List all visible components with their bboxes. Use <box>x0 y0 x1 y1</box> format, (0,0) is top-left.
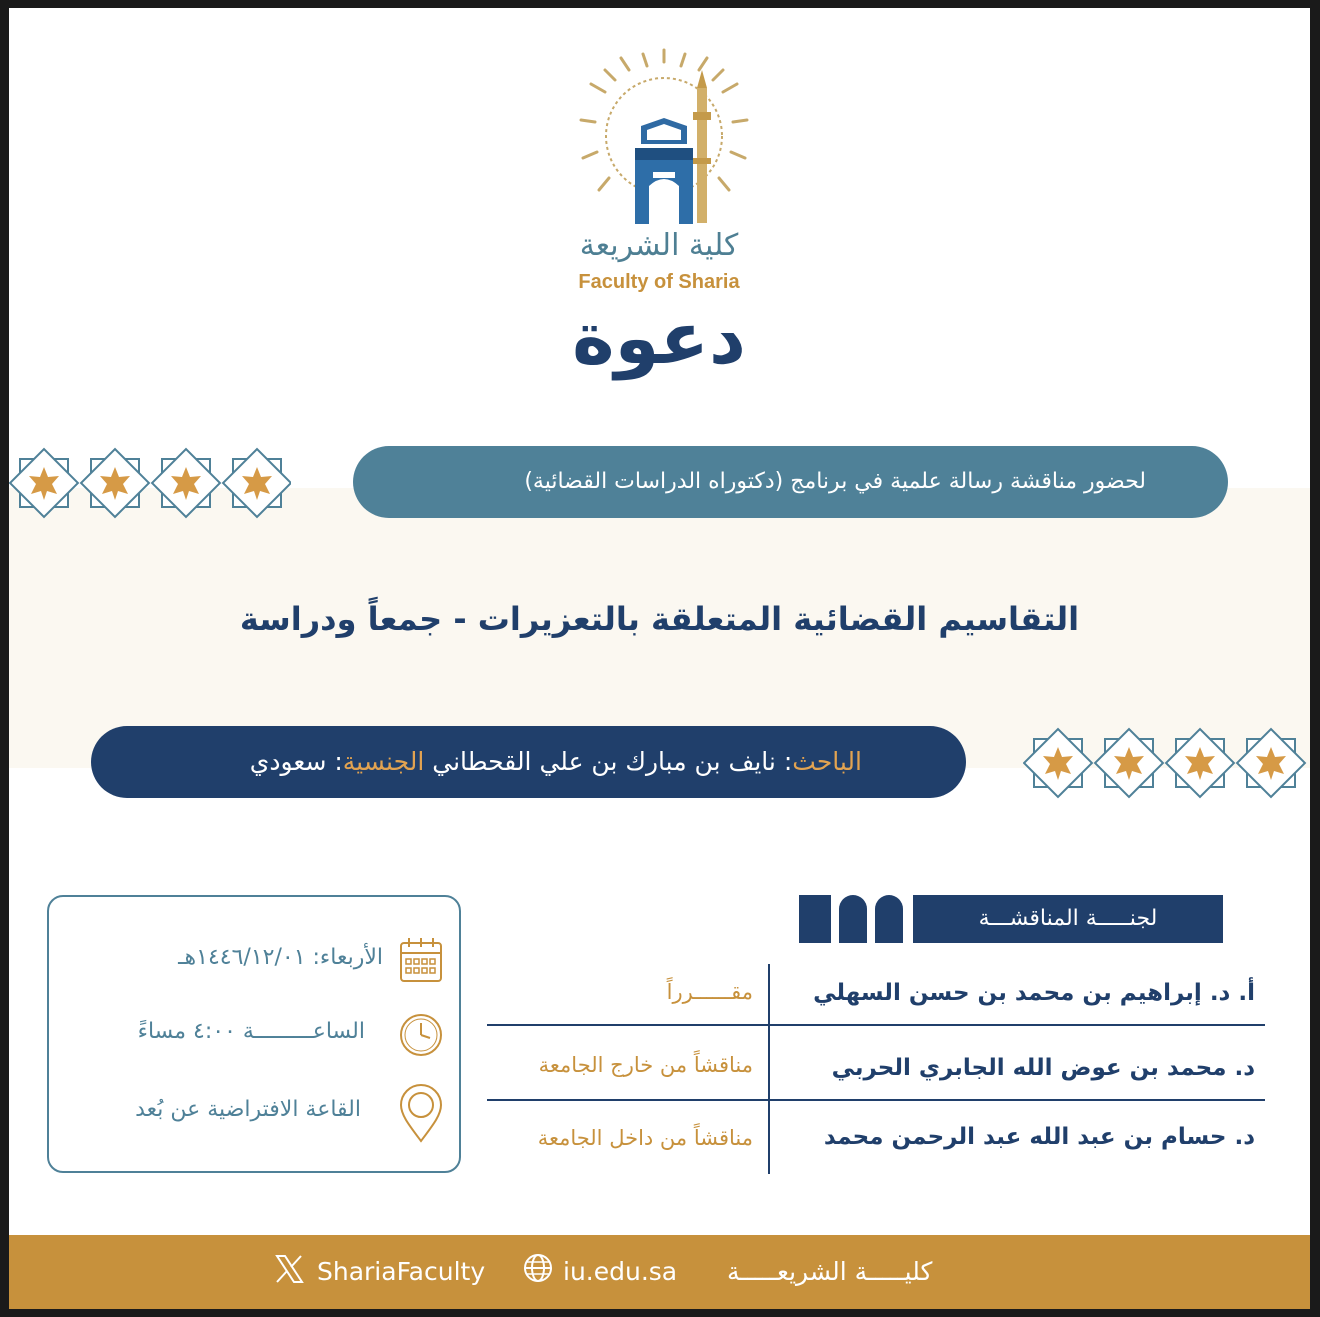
committee-heading <box>799 895 1223 943</box>
invitation-card <box>9 8 1310 1309</box>
member-role: مقــــــرراً <box>666 980 753 1004</box>
nationality-value: سعودي <box>249 747 327 776</box>
date-row <box>49 931 459 991</box>
member-name: د. محمد بن عوض الله الجابري الحربي <box>831 1055 1255 1081</box>
researcher-name: نايف بن مبارك بن علي القحطاني <box>432 747 776 776</box>
octagram-star <box>1023 726 1310 800</box>
faculty-name-english: Faculty of Sharia <box>578 271 740 293</box>
university-logo <box>569 48 759 238</box>
invitation-heading: دعوة <box>572 296 746 380</box>
member-role: مناقشاً من خارج الجامعة <box>538 1053 753 1077</box>
heading-bar <box>875 895 903 943</box>
heading-bars-decoration <box>799 895 903 943</box>
researcher-colon: : <box>775 747 793 776</box>
row-divider <box>487 1099 1265 1101</box>
committee-members-table <box>487 964 1265 1174</box>
researcher-banner <box>91 726 966 798</box>
event-location: القاعة الافتراضية عن بُعد <box>135 1097 361 1122</box>
committee-heading-label: لجنـــــة المناقشـــة <box>913 895 1223 943</box>
footer-bar <box>9 1235 1310 1309</box>
x-logo-icon <box>273 1253 305 1285</box>
event-time: الساعـــــــــة ٤:٠٠ مساءً <box>137 1019 365 1044</box>
member-name: أ. د. إبراهيم بن محمد بن حسن السهلي <box>813 980 1255 1006</box>
heading-bar <box>839 895 867 943</box>
time-row <box>49 1005 459 1065</box>
member-role: مناقشاً من داخل الجامعة <box>537 1126 753 1150</box>
star-ornament-row-middle <box>1023 726 1310 800</box>
heading-bar <box>799 895 831 943</box>
star-ornament-row-top <box>9 446 291 520</box>
event-details-box <box>47 895 461 1173</box>
column-divider <box>768 964 770 1174</box>
location-pin-icon <box>395 1083 445 1143</box>
location-row <box>49 1083 459 1143</box>
clock-icon <box>395 1005 445 1065</box>
octagram-star <box>9 446 291 520</box>
member-name: د. حسام بن عبد الله عبد الرحمن محمد <box>823 1124 1255 1150</box>
nationality-label: الجنسية <box>342 747 425 776</box>
nationality-colon: : <box>326 747 343 776</box>
intro-banner: لحضور مناقشة رسالة علمية في برنامج (دكتوراه الدراسات القضائية) <box>353 446 1228 518</box>
calendar-icon <box>395 931 445 991</box>
footer-social-handle[interactable]: ShariaFaculty <box>317 1257 486 1286</box>
researcher-label: الباحث <box>792 747 862 776</box>
footer-faculty-name: كليـــــة الشريعـــــة <box>727 1257 933 1286</box>
footer-website[interactable]: iu.edu.sa <box>563 1257 678 1286</box>
row-divider <box>487 1024 1265 1026</box>
globe-icon <box>523 1253 553 1283</box>
faculty-name-arabic: كلية الشريعة <box>579 228 739 263</box>
event-date: الأربعاء: ١٤٤٦/١٢/٠١هـ <box>178 945 383 970</box>
thesis-title: التقاسيم القضائية المتعلقة بالتعزيرات - جمعاً ودراسة <box>239 600 1080 638</box>
